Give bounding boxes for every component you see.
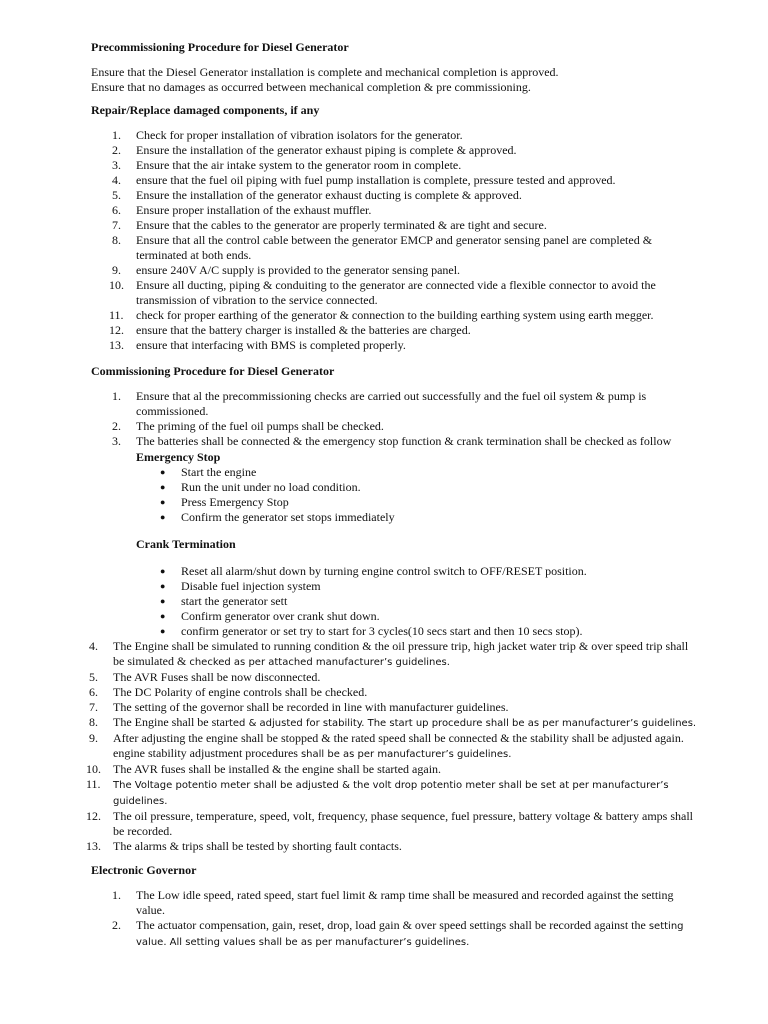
emergency-stop-list (136, 465, 701, 525)
bullet-item: ● confirm generator or set try to start for 3 cycles(10 secs start and then 10 secs stop). (160, 624, 583, 638)
bullet-item: ● Press Emergency Stop (160, 495, 289, 509)
document-page (86, 40, 701, 950)
bullet-item: ● Reset all alarm/shut down by turning engine control switch to OFF/RESET position. (160, 564, 587, 578)
list-item: 13. ensure that interfacing with BMS is completed properly. (109, 338, 406, 352)
bullet-icon: ● (160, 626, 166, 636)
bullet-item: ● start the generator sett (160, 594, 288, 608)
list-item: 5. The AVR Fuses shall be now disconnected. (89, 670, 321, 684)
bullet-item: ● Start the engine (160, 465, 257, 479)
list-item: 1. The Low idle speed, rated speed, start fuel limit & ramp time shall be measured and recorded against the setting value. (112, 888, 674, 917)
bullet-icon: ● (160, 566, 166, 576)
crank-termination-title: Crank Termination (136, 537, 236, 551)
list-item: 4. The Engine shall be simulated to running condition & the oil pressure trip, high jacket water trip & over speed trip shall be simulated & checked as per attached manufacturer’s guidelines. (89, 639, 689, 668)
commissioning-steps (86, 389, 701, 854)
list-item: 2. Ensure the installation of the generator exhaust piping is complete & approved. (112, 143, 517, 157)
list-item: 8. Ensure that all the control cable between the generator EMCP and generator sensing panel are completed & terminated at both ends. (112, 233, 653, 262)
bullet-item: ● Run the unit under no load condition. (160, 480, 361, 494)
governor-steps (91, 888, 701, 950)
list-item: 1. Ensure that al the precommissioning checks are carried out successfully and the fuel oil system & pump is commissioned. (112, 389, 647, 418)
list-item: 12. The oil pressure, temperature, speed, volt, frequency, phase sequence, fuel pressure, battery voltage & battery amps shall be recorded. (86, 809, 694, 838)
precommissioning-title: Precommissioning Procedure for Diesel Generator (91, 40, 349, 54)
list-item: 2. The actuator compensation, gain, reset, drop, load gain & over speed settings shall be recorded against the setting value. All setting values shall be as per manufacturer’s guidelines. (112, 918, 684, 948)
intro-line: Ensure that no damages as occurred between mechanical completion & pre commissioning. (91, 80, 531, 94)
list-item: 8. The Engine shall be started & adjusted for stability. The start up procedure shall be as per manufacturer’s guidelines. (89, 715, 697, 729)
bullet-icon: ● (160, 497, 166, 507)
intro-paragraph (91, 65, 701, 95)
list-item: 9. After adjusting the engine shall be stopped & the rated speed shall be connected & the stability shall be adjusted again. engine stability adjustment procedures shall be as per manufacturer’s guidelines. (89, 731, 684, 760)
list-item: 3. The batteries shall be connected & the emergency stop function & crank termination shall be checked as follow Emergency Stop ● Start the engine ● Run the unit under no load condition. ● Press Emergency Stop ● Confirm the generator set stops immediately Crank Termination ● Reset all alarm/shut down by turning engine control switch to OFF/RESET position. ● Disable fuel injection system ● start the generator sett ● Confirm generator over crank shut down. ● confirm generator or set try to start for 3 cycles(10 secs start and then 10 secs stop). (91, 434, 701, 639)
electronic-governor-title: Electronic Governor (91, 863, 197, 877)
list-item: 1. Check for proper installation of vibration isolators for the generator. (112, 128, 463, 142)
list-item: 6. The DC Polarity of engine controls shall be checked. (89, 685, 368, 699)
bullet-icon: ● (160, 581, 166, 591)
list-item: 7. The setting of the governor shall be recorded in line with manufacturer guidelines. (89, 700, 509, 714)
list-item: 5. Ensure the installation of the generator exhaust ducting is complete & approved. (112, 188, 522, 202)
list-item: 10. The AVR fuses shall be installed & the engine shall be started again. (86, 762, 442, 776)
intro-line: Ensure that the Diesel Generator installation is complete and mechanical completion is approved. (91, 65, 559, 79)
list-item: 13. The alarms & trips shall be tested by shorting fault contacts. (86, 839, 402, 853)
list-item: 2. The priming of the fuel oil pumps shall be checked. (112, 419, 384, 433)
list-item: 6. Ensure proper installation of the exhaust muffler. (112, 203, 372, 217)
list-item: 3. Ensure that the air intake system to the generator room in complete. (112, 158, 462, 172)
repair-heading: Repair/Replace damaged components, if any (91, 103, 320, 117)
bullet-icon: ● (160, 596, 166, 606)
crank-termination-list (136, 564, 701, 639)
bullet-item: ● Confirm generator over crank shut down. (160, 609, 380, 623)
emergency-stop-section (136, 450, 701, 639)
emergency-stop-title: Emergency Stop (136, 450, 221, 464)
list-item: 4. ensure that the fuel oil piping with fuel pump installation is complete, pressure tested and approved. (112, 173, 616, 187)
bullet-icon: ● (160, 482, 166, 492)
list-item: 11. The Voltage potentio meter shall be adjusted & the volt drop potentio meter shall be set at per manufacturer’s guidelines. (86, 777, 669, 807)
commissioning-title: Commissioning Procedure for Diesel Generator (91, 364, 335, 378)
bullet-icon: ● (160, 467, 166, 477)
bullet-icon: ● (160, 512, 166, 522)
list-item: 7. Ensure that the cables to the generator are properly terminated & are tight and secure. (112, 218, 547, 232)
bullet-icon: ● (160, 611, 166, 621)
list-item: 9. ensure 240V A/C supply is provided to the generator sensing panel. (112, 263, 461, 277)
list-item: 12. ensure that the battery charger is installed & the batteries are charged. (109, 323, 471, 337)
list-item: 11. check for proper earthing of the generator & connection to the building earthing system using earth megger. (109, 308, 654, 322)
bullet-item: ● Confirm the generator set stops immediately (160, 510, 395, 524)
precommissioning-steps (91, 128, 701, 353)
bullet-item: ● Disable fuel injection system (160, 579, 321, 593)
list-item: 10. Ensure all ducting, piping & conduiting to the generator are connected vide a flexible connector to avoid the transmission of vibration to the service connected. (109, 278, 656, 307)
